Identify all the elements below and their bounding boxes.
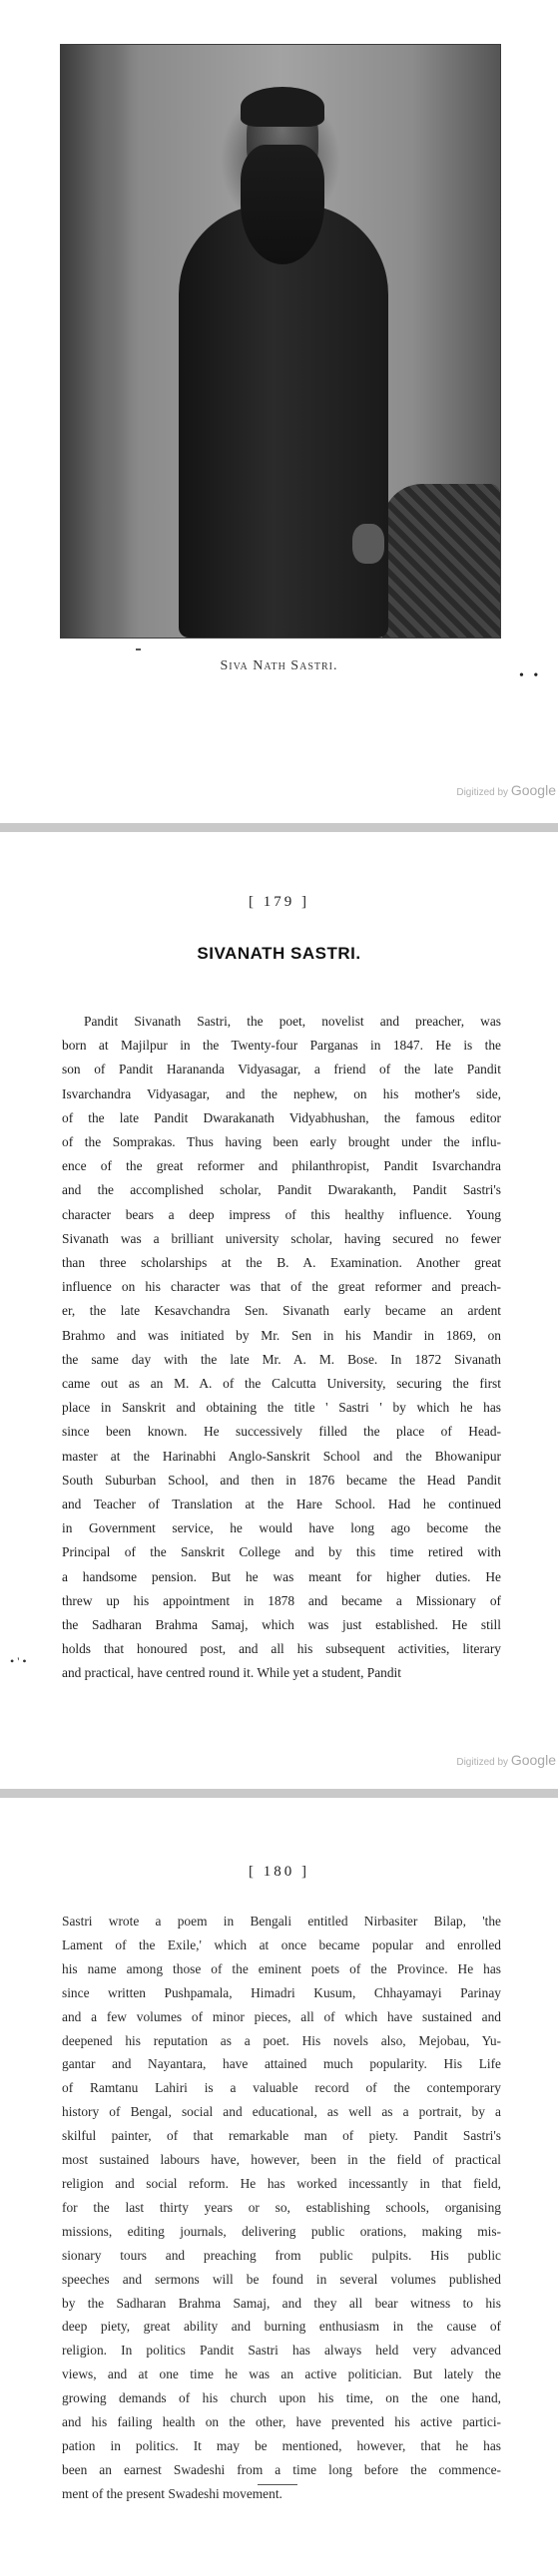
text-line: pation in politics. It may be mentioned, however, that he has	[62, 2437, 501, 2453]
text-line: deepened his reputation as a poet. His novels also, Mejobau, Yu-	[62, 2032, 501, 2048]
text-line: and a few volumes of minor pieces, all of which have sustained and	[62, 2008, 501, 2024]
digitized-watermark	[456, 782, 556, 798]
text-line: speeches and sermons will be found in several volumes published	[62, 2271, 501, 2287]
digitized-watermark	[456, 1752, 556, 1768]
page-180	[0, 1802, 558, 2576]
text-line: of Ramtanu Lahiri is a valuable record of the contemporary	[62, 2080, 501, 2096]
text-line: growing demands of his church upon his time, on the one hand,	[62, 2390, 501, 2406]
page-179	[0, 836, 558, 1786]
text-line: Principal of the Sanskrit College and by this time retired with	[62, 1544, 501, 1560]
photo-figure-hand	[352, 524, 384, 564]
page-number: [ 179 ]	[249, 894, 309, 910]
page-separator	[0, 1786, 558, 1802]
text-line: most sustained labours have, however, been in the field of practical	[62, 2152, 501, 2168]
watermark-brand: Google	[510, 782, 556, 798]
text-line: and Teacher of Translation at the Hare School. Had he continued	[62, 1497, 501, 1512]
photo-page	[0, 0, 558, 820]
photo-caption: Siva Nath Sastri.	[220, 658, 338, 673]
text-line: son of Pandit Harananda Vidyasagar, a friend of the late Pandit	[62, 1062, 501, 1077]
text-line: character bears a deep impress of this healthy influence. Young	[62, 1206, 501, 1222]
text-line: religion and social reform. He has worked incessantly in that field,	[62, 2175, 501, 2191]
text-line: master at the Harinabhi Anglo-Sanskrit School and the Bhowanipur	[62, 1448, 501, 1464]
text-line: er, the late Kesavchandra Sen. Sivanath early became an ardent	[62, 1303, 501, 1319]
text-line: been an earnest Swadeshi from a time long before the commence-	[62, 2461, 501, 2477]
text-line: place in Sanskrit and obtaining the title ' Sastri ' by which he has	[62, 1400, 501, 1416]
text-line: the Sadharan Brahma Samaj, which was just established. He still	[62, 1617, 501, 1633]
text-line: of the late Pandit Dwarakanath Vidyabhushan, the famous editor	[62, 1109, 501, 1125]
photo-chair	[382, 484, 500, 638]
text-line: religion. In politics Pandit Sastri has always held very advanced	[62, 2343, 501, 2359]
photo-figure-beard	[241, 145, 324, 264]
end-rule	[258, 2484, 297, 2485]
text-line: came out as an M. A. of the Calcutta University, securing the first	[62, 1376, 501, 1392]
text-line: ence of the great reformer and philanthropist, Pandit Isvarchandra	[62, 1158, 501, 1174]
text-line: views, and at one time he was an active politician. But lately the	[62, 2366, 501, 2382]
text-line: since been known. He successively filled the place of Head-	[62, 1424, 501, 1440]
text-line: for the last thirty years or so, establishing schools, organising	[62, 2199, 501, 2215]
text-line: a handsome pension. But he was meant for higher duties. He	[62, 1568, 501, 1584]
photo-figure-coat	[179, 205, 388, 638]
text-line: by the Sadharan Brahma Samaj, and they all bear witness to his	[62, 2295, 501, 2311]
text-line: his name among those of the eminent poets of the Province. He has	[62, 1960, 501, 1976]
text-line: and practical, have centred round it. While yet a student, Pandit	[62, 1665, 401, 1681]
text-line: in Government service, he would have long ago become the	[62, 1520, 501, 1536]
stray-dots: • •	[519, 668, 542, 683]
article-body	[62, 1910, 501, 2506]
text-line: Lament of the Exile,' which at once became popular and enrolled	[62, 1936, 501, 1952]
page-number: [ 180 ]	[249, 1864, 309, 1880]
text-line: and the accomplished scholar, Pandit Dwarakanth, Pandit Sastri's	[62, 1182, 501, 1198]
text-line: the same day with the late Mr. A. M. Bose. In 1872 Sivanath	[62, 1351, 501, 1367]
text-line: South Suburban School, and then in 1876 became the Head Pandit	[62, 1472, 501, 1488]
text-line: Pandit Sivanath Sastri, the poet, novelist and preacher, was	[84, 1014, 501, 1029]
watermark-text: Digitized by	[456, 1757, 509, 1768]
watermark-brand: Google	[510, 1752, 556, 1768]
text-line: than three scholarships at the B. A. Examination. Another great	[62, 1255, 501, 1271]
photo-figure-hair	[241, 87, 324, 127]
text-line: Isvarchandra Vidyasagar, and the nephew, on his mother's side,	[62, 1085, 501, 1101]
text-line: born at Majilpur in the Twenty-four Parganas in 1847. He is the	[62, 1038, 501, 1054]
article-body	[62, 1010, 501, 1686]
text-line: gantar and Nayantara, have attained much popularity. His Life	[62, 2056, 501, 2072]
text-line: threw up his appointment in 1878 and became a Missionary of	[62, 1592, 501, 1608]
text-line: since written Pushpamala, Himadri Kusum, Chhayamayi Parinay	[62, 1984, 501, 2000]
portrait-photograph	[60, 44, 501, 639]
text-line: of the Somprakas. Thus having been early brought under the influ-	[62, 1134, 501, 1150]
stray-mark	[136, 648, 141, 650]
text-line: and his failing health on the other, have prevented his active partici-	[62, 2414, 501, 2430]
text-line: history of Bengal, social and educational, as well as a portrait, by a	[62, 2104, 501, 2120]
text-line: holds that honoured post, and all his subsequent activities, literary	[62, 1641, 501, 1657]
photo-curtain	[61, 45, 131, 638]
page-separator	[0, 820, 558, 836]
text-line: Brahmo and was initiated by Mr. Sen in his Mandir in 1869, on	[62, 1327, 501, 1343]
text-line: influence on his character was that of the great reformer and preach-	[62, 1279, 501, 1295]
text-line: missions, editing journals, delivering public orations, making mis-	[62, 2223, 501, 2239]
article-title: SIVANATH SASTRI.	[197, 944, 361, 963]
text-line: skilful painter, of that remarkable man of piety. Pandit Sastri's	[62, 2128, 501, 2144]
text-line: Sivanath was a brilliant university scholar, having secured no fewer	[62, 1230, 501, 1246]
watermark-text: Digitized by	[456, 787, 509, 798]
stray-marks: • ' •	[10, 1654, 27, 1668]
text-line: Sastri wrote a poem in Bengali entitled Nirbasiter Bilap, 'the	[62, 1914, 501, 1929]
text-line: ment of the present Swadeshi movement.	[62, 2485, 282, 2501]
text-line: sionary tours and preaching from public pulpits. His public	[62, 2247, 501, 2263]
text-line: deep piety, great ability and burning enthusiasm in the cause of	[62, 2319, 501, 2335]
